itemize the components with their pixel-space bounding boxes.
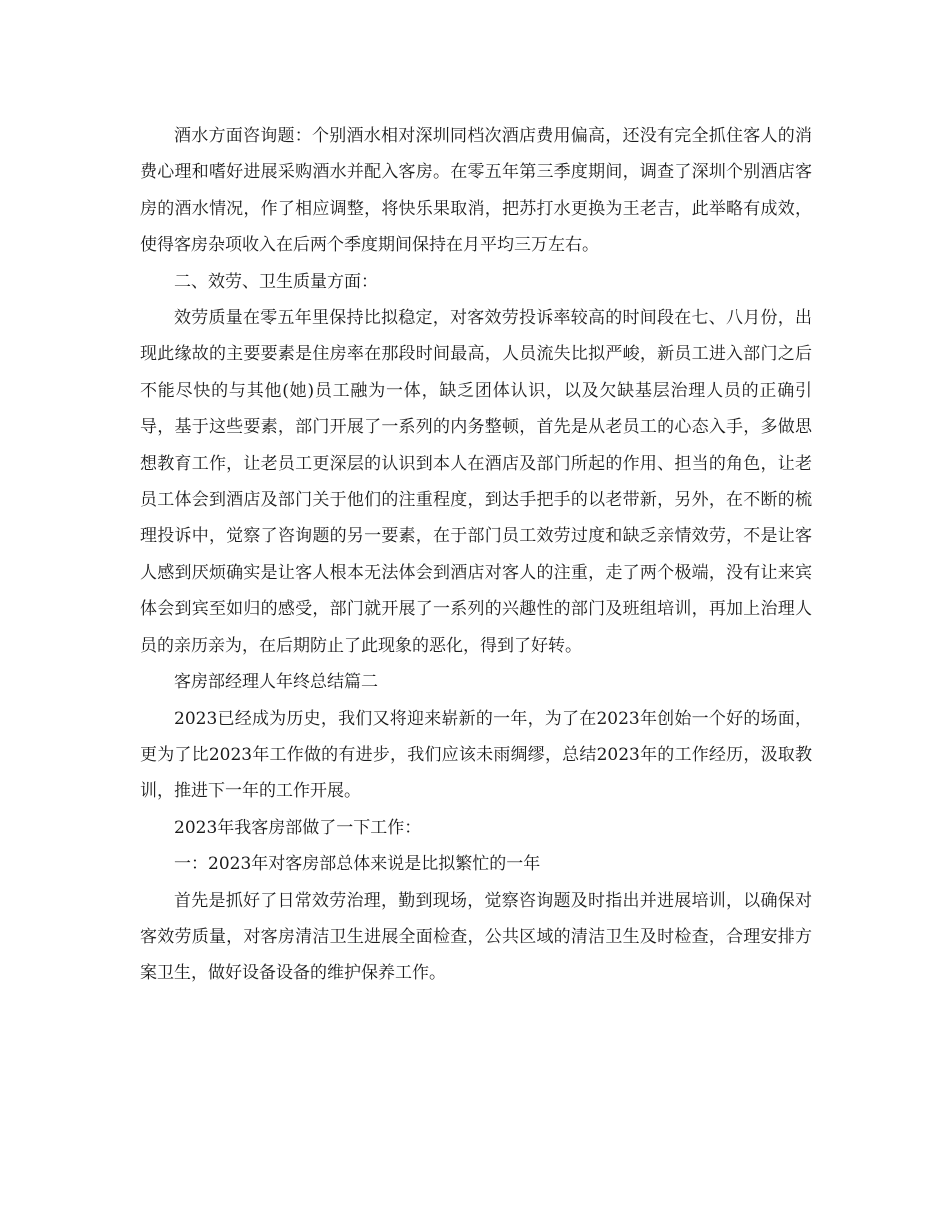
article-title-part-two: 客房部经理人年终总结篇二 — [174, 672, 378, 693]
paragraph-intro-2023: 2023已经成为历史，我们又将迎来崭新的一年，为了在2023年创始一个好的场面，更为了比2023年工作做的有进步，我们应该未雨绸缪，总结2023年的工作经历，汲取教训，推进下一年的工作开展。 — [140, 708, 812, 802]
list-item-busy-year: 一：2023年对客房部总体来说是比拟繁忙的一年 — [174, 854, 541, 875]
paragraph-drinks-issue: 酒水方面咨询题：个别酒水相对深圳同档次酒店费用偏高，还没有完全抓住客人的消费心理和嗜好进展采购酒水并配入客房。在零五年第三季度期间，调查了深圳个别酒店客房的酒水情况，作了相应调整，将快乐果取消，把苏打水更换为王老吉，此举略有成效，使得客房杂项收入在后两个季度期间保持在月平均三万左右。 — [140, 126, 812, 256]
document-body — [140, 118, 812, 992]
section-heading-service-quality: 二、效劳、卫生质量方面： — [174, 271, 378, 292]
paragraph-daily-management: 首先是抓好了日常效劳治理，勤到现场，觉察咨询题及时指出并进展培训，以确保对客效劳质量，对客房清洁卫生进展全面检查，公共区域的清洁卫生及时检查，合理安排方案卫生，做好设备设备的维护保养工作。 — [140, 890, 812, 984]
paragraph-service-quality: 效劳质量在零五年里保持比拟稳定，对客效劳投诉率较高的时间段在七、八月份，出现此缘故的主要要素是住房率在那段时间最高，人员流失比拟严峻，新员工进入部门之后不能尽快的与其他(她)员工融为一体，缺乏团体认识，以及欠缺基层治理人员的正确引导，基于这些要素，部门开展了一系列的内务整顿，首先是从老员工的心态入手，多做思想教育工作，让老员工更深层的认识到本人在酒店及部门所起的作用、担当的角色，让老员工体会到酒店及部门关于他们的注重程度，到达手把手的以老带新，另外，在不断的梳理投诉中，觉察了咨询题的另一要素，在于部门员工效劳过度和缺乏亲情效劳，不是让客人感到厌烦确实是让客人根本无法体会到酒店对客人的注重，走了两个极端，没有让来宾体会到宾至如归的感受，部门就开展了一系列的兴趣性的部门及班组培训，再加上治理人员的亲历亲为，在后期防止了此现象的恶化，得到了好转。 — [140, 308, 812, 656]
paragraph-work-done: 2023年我客房部做了一下工作： — [174, 817, 422, 838]
